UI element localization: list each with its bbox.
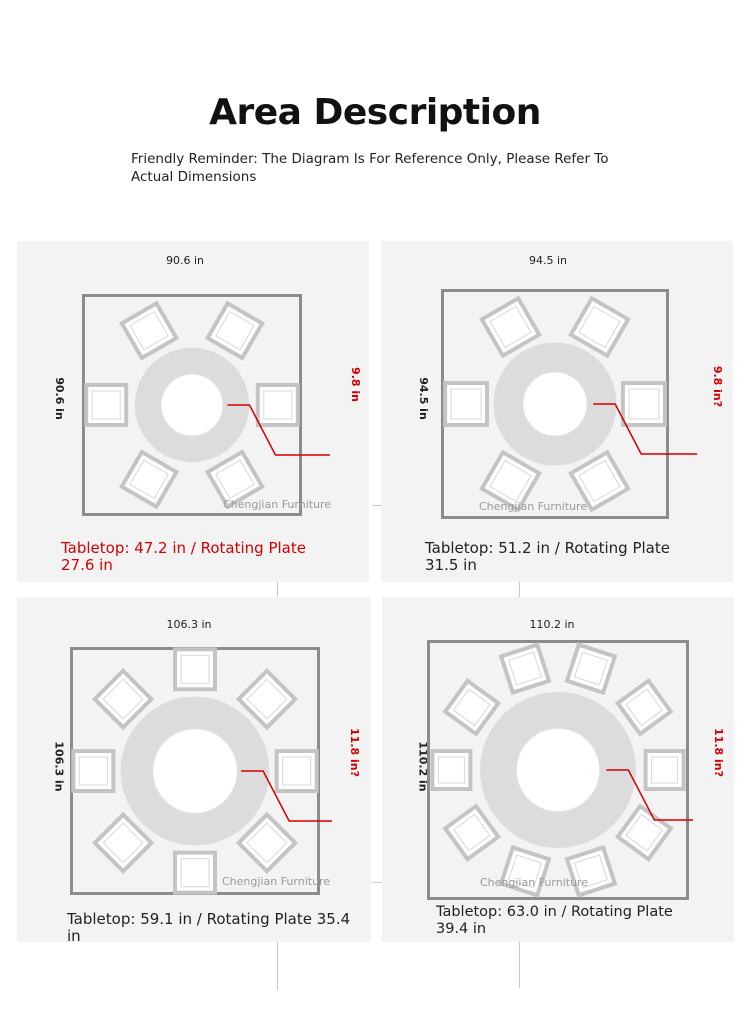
caption-2: Tabletop: 51.2 in / Rotating Plate 31.5 in	[425, 539, 670, 574]
height-dimension-1: 90.6 in	[52, 377, 66, 420]
chair	[567, 645, 615, 693]
chair	[122, 303, 177, 358]
tabletop-center	[161, 374, 223, 436]
caption-4: Tabletop: 63.0 in / Rotating Plate 39.4 in	[436, 904, 673, 937]
width-dimension-3: 106.3 in	[166, 618, 212, 631]
chair	[445, 681, 498, 734]
chair	[208, 303, 263, 358]
chair	[482, 298, 539, 355]
chair	[618, 806, 671, 859]
caption-1: Tabletop: 47.2 in / Rotating Plate 27.6 in	[61, 539, 306, 574]
chair	[623, 383, 665, 425]
chair	[122, 452, 177, 507]
chair	[501, 645, 549, 693]
caption-3: Tabletop: 59.1 in / Rotating Plate 35.4 in	[67, 910, 351, 945]
tabletop-center	[153, 729, 237, 813]
chair	[86, 385, 126, 425]
reminder-text: Friendly Reminder: The Diagram Is For Reference Only, Please Refer To Actual Dimensions	[131, 151, 609, 185]
page-title: Area Description	[209, 92, 541, 133]
watermark: Chengjian Furniture	[480, 876, 589, 889]
room-diagram-1	[82, 294, 332, 518]
gap-dimension-2: 9.8 in?	[711, 365, 725, 408]
chair	[73, 751, 113, 791]
gap-dimension-4: 11.8 in?	[711, 728, 725, 777]
chair	[175, 853, 215, 893]
tabletop-center	[523, 372, 587, 436]
room-diagram-3	[70, 647, 332, 897]
watermark: Chengjian Furniture	[222, 875, 331, 888]
chair	[432, 751, 470, 789]
room-diagram-4	[427, 640, 693, 902]
tabletop-center	[516, 728, 599, 811]
room-diagram-2	[441, 289, 701, 521]
width-dimension-2: 94.5 in	[528, 254, 568, 267]
chair	[445, 383, 487, 425]
width-dimension-1: 90.6 in	[165, 254, 205, 267]
gap-dimension-3: 11.8 in?	[347, 728, 361, 777]
watermark: Chengjian Furniture	[223, 498, 332, 511]
height-dimension-4: 110.2 in	[416, 741, 430, 792]
chair	[646, 751, 684, 789]
chair	[258, 385, 298, 425]
height-dimension-2: 94.5 in	[416, 377, 430, 420]
chair	[571, 298, 628, 355]
width-dimension-4: 110.2 in	[529, 618, 575, 631]
gap-dimension-1: 9.8 in	[348, 367, 362, 402]
watermark: Chengjian Furniture	[479, 500, 588, 513]
chair	[277, 751, 317, 791]
chair	[618, 681, 671, 734]
chair	[445, 806, 498, 859]
chair	[175, 649, 215, 689]
height-dimension-3: 106.3 in	[52, 741, 66, 792]
